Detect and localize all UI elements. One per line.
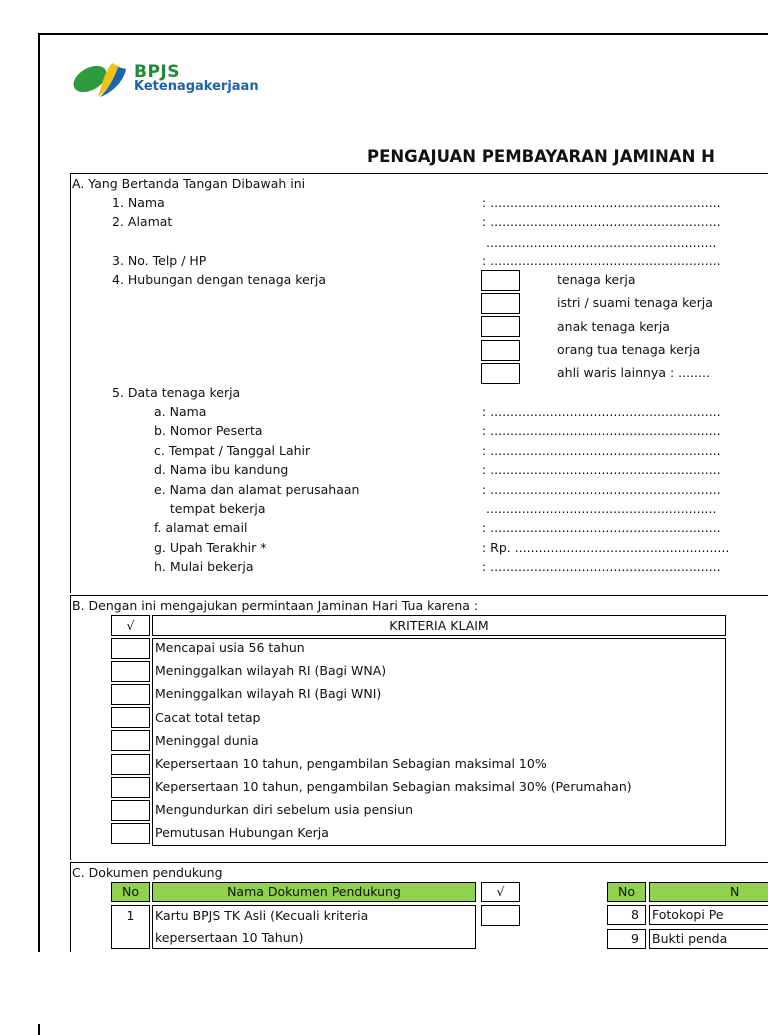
criteria-item: Kepersertaan 10 tahun, pengambilan Sebagian maksimal 10% xyxy=(155,756,547,771)
doc-row-name-cell xyxy=(152,905,476,949)
doc-right-name-text: Fotokopi Pe xyxy=(652,907,724,922)
criteria-item: Kepersertaan 10 tahun, pengambilan Sebagian maksimal 30% (Perumahan) xyxy=(155,779,632,794)
doc-right-row-no xyxy=(607,905,646,925)
relation-option: tenaga kerja xyxy=(557,272,636,287)
criteria-checkbox[interactable] xyxy=(111,707,150,728)
doc-row-line2: kepersertaan 10 Tahun) xyxy=(155,930,304,945)
doc-row-no: 1 xyxy=(126,908,135,923)
worker-field-value[interactable]: : .......................................................... xyxy=(482,443,721,458)
doc-right-no-text: 9 xyxy=(631,931,639,946)
check-column-header: √ xyxy=(111,615,150,636)
doc-checkbox[interactable] xyxy=(481,905,520,926)
criteria-item: Meninggal dunia xyxy=(155,733,259,748)
doc-right-row-name xyxy=(649,929,768,949)
worker-field-label: e. Nama dan alamat perusahaan xyxy=(154,482,360,497)
section-c-heading: C. Dokumen pendukung xyxy=(72,865,223,880)
criteria-checkbox[interactable] xyxy=(111,661,150,682)
section-b-heading: B. Dengan ini mengajukan permintaan Jaminan Hari Tua karena : xyxy=(72,598,479,613)
worker-field-label: d. Nama ibu kandung xyxy=(154,462,289,477)
section-a-heading: A. Yang Bertanda Tangan Dibawah ini xyxy=(72,176,306,191)
worker-field-label: h. Mulai bekerja xyxy=(154,559,254,574)
logo-subtitle: Ketenagakerjaan xyxy=(134,79,259,94)
worker-field-value[interactable]: : .......................................................... xyxy=(482,404,721,419)
worker-field-label: tempat bekerja xyxy=(154,501,266,516)
form-frame xyxy=(38,33,768,1035)
worker-field-label: f. alamat email xyxy=(154,520,248,535)
worker-field-value[interactable]: : Rp. ...................................................... xyxy=(482,540,730,555)
doc-row-no-cell xyxy=(111,905,150,949)
relation-label: 4. Hubungan dengan tenaga kerja xyxy=(112,272,327,287)
doc-right-name-text: Bukti penda xyxy=(652,931,728,946)
field-value[interactable]: : .......................................................... xyxy=(482,253,721,268)
worker-field-label: g. Upah Terakhir * xyxy=(154,540,267,555)
criteria-checkbox[interactable] xyxy=(111,754,150,775)
document-column-header: Nama Dokumen Pendukung xyxy=(152,882,476,902)
field-value[interactable]: : .......................................................... xyxy=(482,195,721,210)
no-column-header: No xyxy=(111,882,150,902)
document-header-right-text: N xyxy=(730,884,740,899)
relation-checkbox[interactable] xyxy=(481,270,520,291)
worker-field-value[interactable]: : .......................................................... xyxy=(482,482,721,497)
criteria-item: Mengundurkan diri sebelum usia pensiun xyxy=(155,802,414,817)
worker-field-value[interactable]: : .......................................................... xyxy=(482,462,721,477)
doc-right-no-text: 8 xyxy=(631,907,639,922)
field-label: 3. No. Telp / HP xyxy=(112,253,207,268)
document-check-header: √ xyxy=(481,882,520,902)
relation-option: orang tua tenaga kerja xyxy=(557,342,701,357)
criteria-checkbox[interactable] xyxy=(111,730,150,751)
relation-checkbox[interactable] xyxy=(481,363,520,384)
worker-data-heading: 5. Data tenaga kerja xyxy=(112,385,241,400)
criteria-checkbox[interactable] xyxy=(111,800,150,821)
page-title: PENGAJUAN PEMBAYARAN JAMINAN H xyxy=(367,147,715,166)
doc-right-row-name xyxy=(649,905,768,925)
criteria-item: Cacat total tetap xyxy=(155,710,261,725)
page-bottom-margin xyxy=(0,952,768,1024)
bpjs-logo-icon xyxy=(68,57,132,101)
criteria-column-header: KRITERIA KLAIM xyxy=(152,615,726,636)
relation-option: istri / suami tenaga kerja xyxy=(557,295,713,310)
relation-checkbox[interactable] xyxy=(481,340,520,361)
field-label: 1. Nama xyxy=(112,195,165,210)
worker-field-label: c. Tempat / Tanggal Lahir xyxy=(154,443,311,458)
criteria-item: Meninggalkan wilayah RI (Bagi WNA) xyxy=(155,663,387,678)
criteria-item: Mencapai usia 56 tahun xyxy=(155,640,305,655)
criteria-item: Pemutusan Hubungan Kerja xyxy=(155,825,329,840)
relation-checkbox[interactable] xyxy=(481,293,520,314)
no-column-header-right: No xyxy=(607,882,646,902)
document-column-header-right xyxy=(649,882,768,902)
criteria-checkbox[interactable] xyxy=(111,823,150,844)
relation-option: ahli waris lainnya : ........ xyxy=(557,365,710,380)
doc-right-row-no xyxy=(607,929,646,949)
worker-field-value[interactable]: : .......................................................... xyxy=(482,423,721,438)
field-value[interactable]: : .......................................................... xyxy=(482,214,721,229)
worker-field-label: b. Nomor Peserta xyxy=(154,423,263,438)
relation-checkbox[interactable] xyxy=(481,316,520,337)
logo-name: BPJS xyxy=(134,62,180,82)
field-value[interactable]: .......................................................... xyxy=(486,235,717,250)
criteria-item: Meninggalkan wilayah RI (Bagi WNI) xyxy=(155,686,382,701)
worker-field-value[interactable]: : .......................................................... xyxy=(482,559,721,574)
field-label: 2. Alamat xyxy=(112,214,173,229)
doc-row-line1: Kartu BPJS TK Asli (Kecuali kriteria xyxy=(155,908,369,923)
criteria-checkbox[interactable] xyxy=(111,777,150,798)
criteria-checkbox[interactable] xyxy=(111,684,150,705)
criteria-checkbox[interactable] xyxy=(111,638,150,659)
worker-field-value[interactable]: .......................................................... xyxy=(486,501,717,516)
relation-option: anak tenaga kerja xyxy=(557,319,670,334)
worker-field-value[interactable]: : .......................................................... xyxy=(482,520,721,535)
worker-field-label: a. Nama xyxy=(154,404,207,419)
